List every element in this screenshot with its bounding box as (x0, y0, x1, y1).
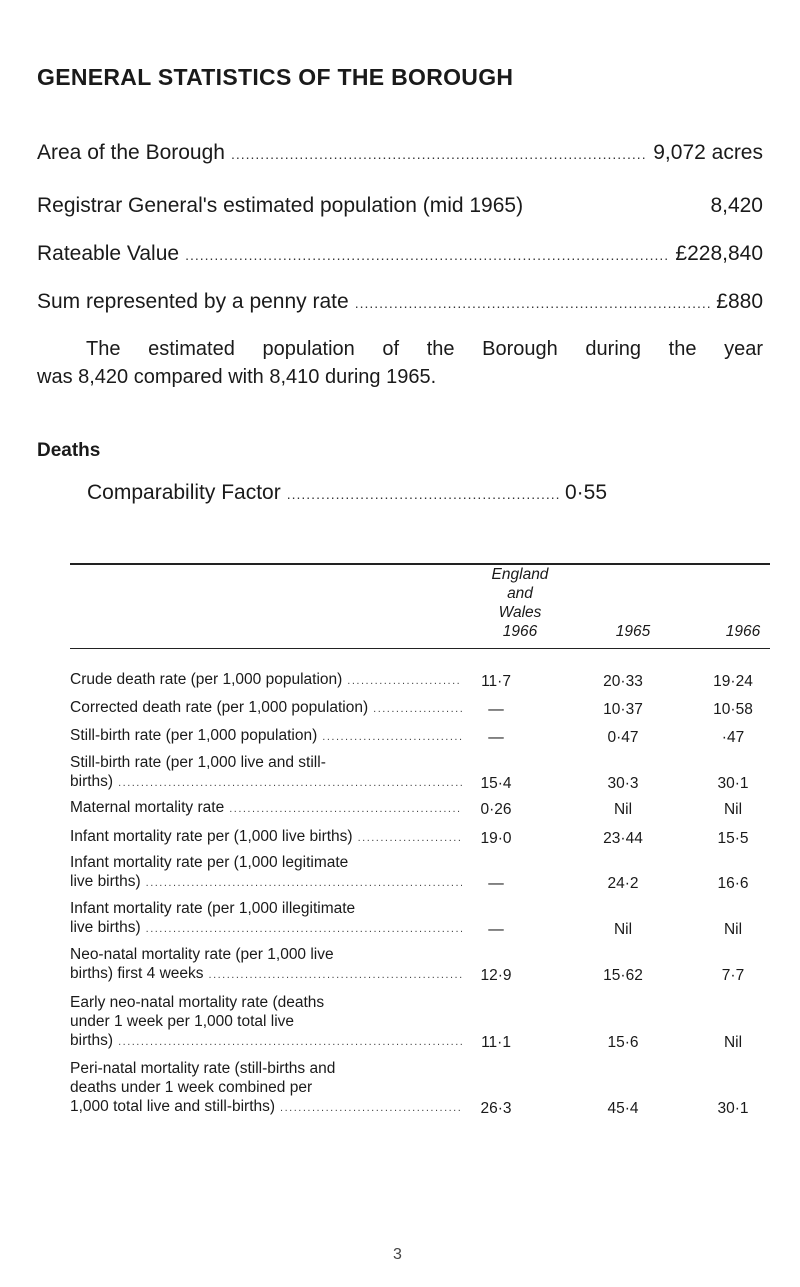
table-row (70, 1061, 770, 1118)
stat-label: Area of the Borough (37, 141, 225, 164)
row-description (70, 1059, 462, 1118)
dot-leader (347, 672, 462, 691)
table-row (70, 700, 770, 719)
table-top-rule (70, 563, 770, 565)
row-description-line (70, 918, 462, 939)
cell-england-wales-1966: 12·9 (480, 967, 512, 984)
dot-leader (229, 800, 462, 819)
cell-1965: 45·4 (607, 1100, 639, 1117)
row-description (70, 993, 462, 1052)
cell-england-wales-1966: 19·0 (480, 830, 512, 847)
table-row (70, 672, 770, 691)
dot-leader (209, 966, 462, 985)
table-row (70, 829, 770, 848)
row-description-text: Corrected death rate (per 1,000 population) (70, 699, 369, 716)
table-header-rule (70, 648, 770, 649)
row-description-line (70, 827, 462, 848)
header-line: and (507, 585, 533, 602)
cell-1965: Nil (613, 801, 633, 818)
dot-leader (185, 247, 669, 263)
row-description-line: Neo-natal mortality rate (per 1,000 live (70, 946, 334, 963)
row-description-text: Maternal mortality rate (70, 799, 225, 816)
cell-1965: 0·47 (607, 729, 639, 746)
cell-1966: 10·58 (713, 701, 753, 718)
stat-label: Rateable Value (37, 242, 180, 265)
row-description-line: deaths under 1 week combined per (70, 1079, 313, 1096)
cell-england-wales-1966: 0·26 (480, 801, 512, 818)
deaths-heading: Deaths (37, 440, 101, 461)
stat-value: £880 (716, 290, 763, 313)
header-england-wales-1966 (470, 565, 570, 641)
cell-1966: 30·1 (717, 775, 749, 792)
table-row (70, 855, 770, 893)
cell-1965: 23·44 (603, 830, 643, 847)
cell-england-wales-1966: — (488, 875, 504, 892)
table-row (70, 800, 770, 819)
row-description (70, 899, 462, 939)
cell-1965: Nil (613, 921, 633, 938)
dot-leader (118, 774, 462, 793)
row-description-line (70, 798, 462, 819)
cell-1966: Nil (723, 1034, 743, 1051)
cell-1965: 15·62 (603, 967, 643, 984)
row-description-line (70, 964, 462, 985)
row-description-line: Infant mortality rate (per 1,000 illegitimate (70, 900, 356, 917)
page-number: 3 (393, 1246, 402, 1263)
cell-1966: 7·7 (721, 967, 745, 984)
dot-leader (231, 146, 647, 162)
paragraph-line-2: was 8,420 compared with 8,410 during 1965. (37, 366, 437, 388)
row-description-text: live births) (70, 873, 141, 890)
table-row (70, 728, 770, 747)
cell-1966: 15·5 (717, 830, 749, 847)
stat-value: £228,840 (675, 242, 763, 265)
stat-label: Registrar General's estimated population (mid 1965) (37, 194, 524, 217)
row-description-line: Early neo-natal mortality rate (deaths (70, 994, 325, 1011)
header-1966: 1966 (725, 623, 761, 640)
row-description (70, 698, 462, 719)
row-description (70, 798, 462, 819)
cell-1965: 24·2 (607, 875, 639, 892)
row-description-text: Infant mortality rate per (1,000 live births) (70, 828, 353, 845)
comparability-factor (87, 481, 607, 505)
dot-leader (146, 874, 462, 893)
dot-leader (118, 1033, 462, 1052)
row-description-text: births) (70, 1032, 114, 1049)
table-row (70, 755, 770, 793)
row-description (70, 827, 462, 848)
cell-1966: Nil (723, 801, 743, 818)
row-description-text: Crude death rate (per 1,000 population) (70, 671, 343, 688)
cell-1965: 20·33 (603, 673, 643, 690)
cell-england-wales-1966: 11·7 (481, 673, 511, 690)
dot-leader (322, 728, 462, 747)
dot-leader (355, 295, 711, 311)
row-description-text: Still-birth rate (per 1,000 population) (70, 727, 318, 744)
stat-penny-rate (37, 290, 763, 320)
stat-label: Sum represented by a penny rate (37, 290, 349, 313)
cell-england-wales-1966: — (488, 921, 504, 938)
header-line: 1966 (502, 623, 538, 640)
row-description-text: births) (70, 773, 114, 790)
row-description-line (70, 1097, 462, 1118)
cell-1965: 10·37 (603, 701, 643, 718)
table-row (70, 947, 770, 985)
row-description-line (70, 698, 462, 719)
row-description (70, 945, 462, 985)
cell-1966: 16·6 (717, 875, 749, 892)
cell-england-wales-1966: 11·1 (481, 1034, 511, 1051)
row-description (70, 670, 462, 691)
stat-area (37, 141, 763, 171)
row-description-line: Peri-natal mortality rate (still-births and (70, 1060, 336, 1077)
cell-england-wales-1966: 26·3 (480, 1100, 512, 1117)
row-description (70, 726, 462, 747)
dot-leader (373, 700, 462, 719)
cell-1966: ·47 (721, 729, 745, 746)
table-row (70, 901, 770, 939)
cell-1965: 15·6 (607, 1034, 639, 1051)
row-description (70, 753, 462, 793)
row-description-line: under 1 week per 1,000 total live (70, 1013, 295, 1030)
header-line: Wales (498, 604, 542, 621)
row-description-text: 1,000 total live and still-births) (70, 1098, 276, 1115)
row-description (70, 853, 462, 893)
cell-1966: 30·1 (717, 1100, 749, 1117)
dot-leader (146, 920, 462, 939)
page-title: GENERAL STATISTICS OF THE BOROUGH (37, 64, 514, 90)
row-description-line (70, 726, 462, 747)
cell-england-wales-1966: 15·4 (480, 775, 512, 792)
cell-1966: Nil (723, 921, 743, 938)
row-description-text: live births) (70, 919, 141, 936)
row-description-line (70, 670, 462, 691)
table-row (70, 995, 770, 1052)
factor-value: 0·55 (564, 481, 607, 504)
row-description-line: Infant mortality rate per (1,000 legitimate (70, 854, 349, 871)
stat-value: 9,072 acres (653, 141, 763, 164)
cell-1965: 30·3 (607, 775, 639, 792)
dot-leader (280, 1099, 462, 1118)
factor-label: Comparability Factor (87, 481, 281, 504)
row-description-line: Still-birth rate (per 1,000 live and still- (70, 754, 326, 771)
paragraph-line-1: The estimated population of the Borough during the year (86, 338, 763, 360)
row-description-line (70, 872, 462, 893)
dot-leader (358, 829, 462, 848)
stat-rateable-value (37, 242, 763, 272)
cell-england-wales-1966: — (488, 701, 504, 718)
stat-population (37, 194, 763, 224)
dot-leader (287, 486, 559, 502)
row-description-line (70, 772, 462, 793)
row-description-text: births) first 4 weeks (70, 965, 204, 982)
row-description-line (70, 1031, 462, 1052)
population-paragraph (37, 335, 763, 391)
cell-1966: 19·24 (713, 673, 753, 690)
cell-england-wales-1966: — (488, 729, 504, 746)
stat-value: 8,420 (710, 194, 763, 217)
header-1965: 1965 (615, 623, 651, 640)
header-line: England (491, 566, 549, 583)
